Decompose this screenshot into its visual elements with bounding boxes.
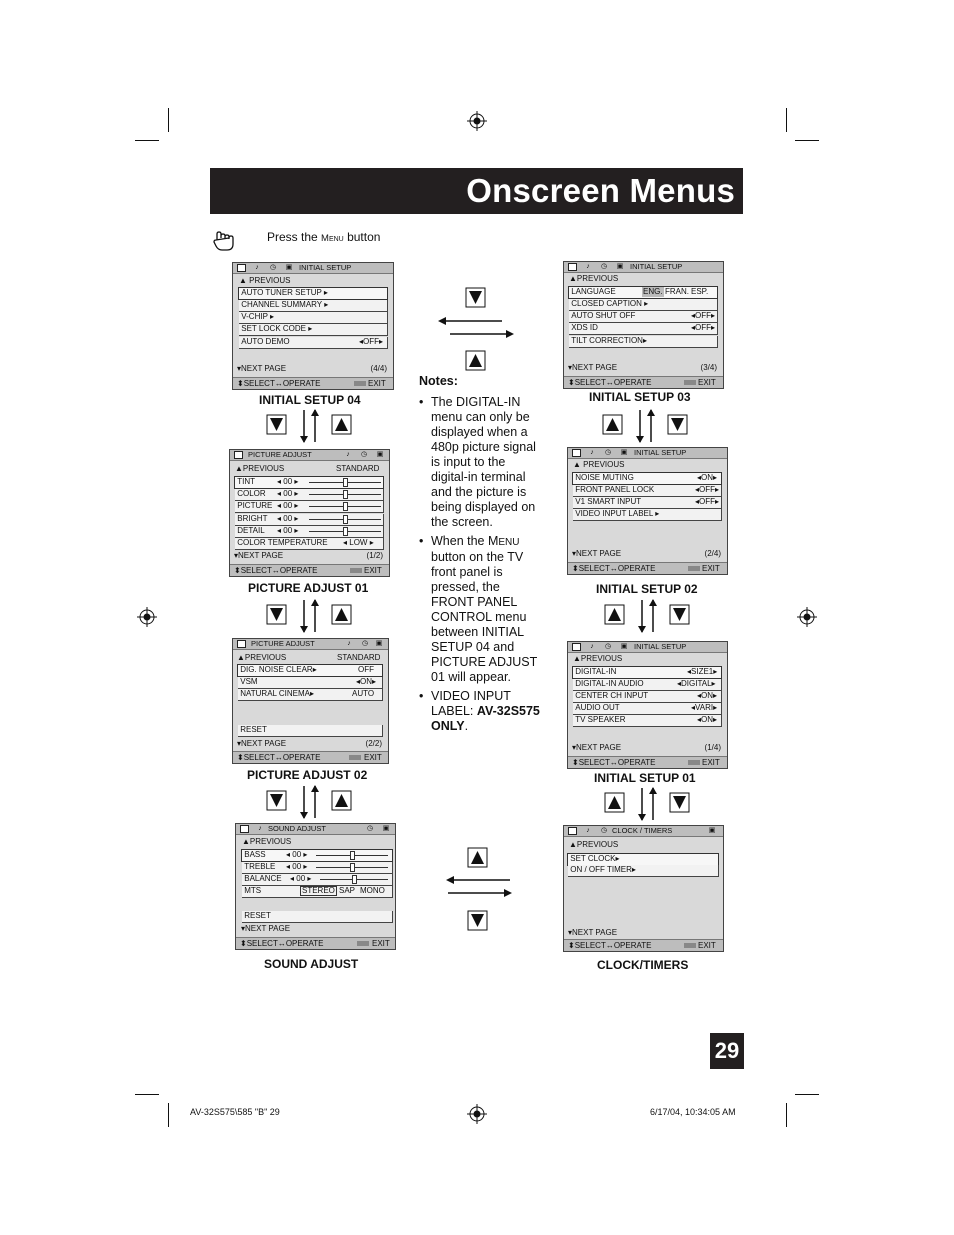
picture-tab-icon [568, 827, 577, 835]
crop-mark [795, 1094, 819, 1095]
note-digital-in: • The DIGITAL-IN menu can only be displayed when a 480p picture signal is input to the digital-in terminal and the picture is being displayed on the screen. [419, 395, 544, 530]
previous-item[interactable]: ▲PREVIOUS [242, 837, 292, 846]
picture-tab-icon [572, 449, 581, 457]
lock-tab-icon: ▣ [620, 449, 628, 456]
horizontal-navigation-arrows-bottom [440, 846, 522, 932]
crop-mark [135, 140, 159, 141]
menu-title: INITIAL SETUP [299, 263, 352, 272]
menu-footer: ⬍SELECT↔OPERATE EXIT [233, 377, 393, 389]
note-tab-icon: ♪ [586, 263, 590, 270]
navigation-arrows [266, 784, 354, 820]
previous-item[interactable]: ▲PREVIOUS [235, 464, 285, 473]
page-indicator: (1/4) [704, 743, 721, 752]
lock-tab-icon: ▣ [382, 825, 390, 832]
menu-item-color[interactable]: COLOR ◂ 00 ▸ [235, 489, 384, 501]
menu-key-icon [684, 943, 696, 948]
picture-tab-icon [237, 264, 246, 272]
menu-item-tint[interactable]: TINT ◂ 00 ▸ [234, 476, 384, 489]
menu-initial-setup-01 [567, 641, 728, 769]
page-indicator: (3/4) [700, 363, 717, 372]
registration-mark-icon [137, 607, 157, 627]
page-indicator: (2/2) [365, 739, 382, 748]
page-title: Onscreen Menus [466, 172, 735, 209]
menu-item-on-off-timer[interactable]: ON / OFF TIMER▸ [568, 865, 719, 877]
crop-mark [168, 108, 169, 132]
menu-item-closed-caption[interactable]: CLOSED CAPTION ▸ [569, 299, 718, 311]
menu-title: INITIAL SETUP [630, 262, 683, 271]
note-tab-icon: ♪ [590, 643, 594, 650]
page-number: 29 [710, 1033, 744, 1069]
menu-footer: ⬍SELECT↔OPERATE EXIT [564, 376, 723, 388]
caption-picture-adjust-02: PICTURE ADJUST 02 [247, 768, 368, 782]
menu-item-xds-id[interactable]: XDS ID ◂OFF▸ [569, 323, 718, 335]
caption-sound-adjust: SOUND ADJUST [264, 957, 359, 971]
caption-clock-timers: CLOCK/TIMERS [597, 958, 689, 972]
clock-tab-icon: ◷ [360, 451, 368, 458]
mts-option-sap[interactable]: SAP [339, 886, 356, 895]
menu-item-detail[interactable]: DETAIL ◂ 00 ▸ [235, 526, 384, 538]
note-video-input-label: • VIDEO INPUT LABEL: AV-32S575 ONLY. [419, 689, 544, 734]
page-indicator: (4/4) [370, 364, 387, 373]
picture-tab-icon [568, 263, 577, 271]
menu-clock-timers [563, 825, 724, 952]
menu-item-bright[interactable]: BRIGHT ◂ 00 ▸ [235, 514, 384, 526]
lock-tab-icon: ▣ [375, 640, 383, 647]
menu-item-vsm[interactable]: VSM ◂ON▸ [238, 677, 383, 689]
picture-mode-value: STANDARD [337, 653, 381, 662]
menu-key-icon [349, 755, 361, 760]
menu-item-audio-out[interactable]: AUDIO OUT ◂VARI▸ [573, 703, 722, 715]
menu-item-mts[interactable]: MTS STEREO SAP MONO [242, 886, 393, 898]
footer-file-info: AV-32S575\585 "B" 29 [190, 1107, 280, 1117]
menu-key-icon [350, 568, 362, 573]
menu-key-icon [688, 760, 700, 765]
menu-header [568, 642, 727, 653]
notes-heading: Notes: [419, 374, 458, 388]
menu-initial-setup-02 [567, 447, 728, 575]
navigation-arrows [266, 408, 354, 444]
press-menu-instruction: Press the Menu button [267, 230, 381, 244]
menu-item-set-clock[interactable]: SET CLOCK▸ [567, 853, 719, 866]
next-page-item[interactable]: ▾NEXT PAGE [241, 924, 291, 933]
menu-footer: ⬍SELECT↔OPERATE EXIT [568, 756, 727, 768]
clock-tab-icon: ◷ [604, 449, 612, 456]
menu-item-front-panel-lock[interactable]: FRONT PANEL LOCK ◂OFF▸ [573, 485, 722, 497]
navigation-arrows [602, 408, 690, 444]
menu-item-natural-cinema[interactable]: NATURAL CINEMA▸ AUTO [238, 689, 383, 701]
menu-item-auto-shut-off[interactable]: AUTO SHUT OFF ◂OFF▸ [569, 311, 718, 323]
menu-item-tilt-correction[interactable]: TILT CORRECTION▸ [569, 336, 718, 348]
next-page-item[interactable]: ▾NEXT PAGE [237, 364, 287, 373]
menu-item-auto-tuner-setup[interactable]: AUTO TUNER SETUP ▸ [238, 287, 388, 300]
next-page-item[interactable]: ▾NEXT PAGE [572, 549, 622, 558]
picture-tab-icon [237, 640, 246, 648]
caption-picture-adjust-01: PICTURE ADJUST 01 [248, 581, 369, 595]
note-tab-icon: ♪ [347, 640, 351, 647]
next-page-item[interactable]: ▾NEXT PAGE [234, 551, 284, 560]
picture-tab-icon [572, 643, 581, 651]
clock-tab-icon: ◷ [366, 825, 374, 832]
navigation-arrows [266, 598, 354, 634]
page-indicator: (2/4) [704, 549, 721, 558]
clock-tab-icon: ◷ [600, 263, 608, 270]
menu-item-treble[interactable]: TREBLE ◂ 00 ▸ [242, 862, 393, 874]
menu-key-icon [688, 566, 700, 571]
lang-option-eng[interactable]: ENG. [643, 287, 663, 296]
crop-mark [135, 1094, 159, 1095]
menu-item-channel-summary[interactable]: CHANNEL SUMMARY ▸ [239, 300, 388, 312]
note-front-panel: • When the MENU button on the TV front panel is pressed, the FRONT PANEL CONTROL menu between INITIAL SETUP 04 and PICTURE ADJUST 01 will appear. [419, 534, 544, 685]
menu-item-language[interactable]: LANGUAGE ENG. FRAN. ESP. [568, 286, 718, 299]
menu-item-dig-noise-clear[interactable]: DIG. NOISE CLEAR▸ OFF [237, 664, 383, 677]
crop-mark [795, 140, 819, 141]
previous-item[interactable]: ▲PREVIOUS [573, 654, 623, 663]
menu-item-center-ch-input[interactable]: CENTER CH INPUT ◂ON▸ [573, 691, 722, 703]
menu-initial-setup-04 [232, 262, 394, 390]
note-tab-icon: ♪ [346, 451, 350, 458]
menu-header [236, 824, 395, 835]
menu-key-icon [684, 380, 696, 385]
footer-timestamp: 6/17/04, 10:34:05 AM [650, 1107, 736, 1117]
registration-mark-icon [467, 111, 487, 131]
caption-initial-setup-02: INITIAL SETUP 02 [596, 582, 698, 596]
next-page-item[interactable]: ▾NEXT PAGE [568, 363, 618, 372]
menu-title: INITIAL SETUP [634, 448, 687, 457]
menu-item-balance[interactable]: BALANCE ◂ 00 ▸ [242, 874, 393, 886]
menu-sound-adjust [235, 823, 396, 950]
menu-header [230, 450, 389, 461]
crop-mark [168, 1103, 169, 1127]
note-tab-icon: ♪ [258, 825, 262, 832]
lang-option-fran[interactable]: FRAN. [665, 287, 689, 296]
title-banner [210, 168, 743, 214]
mts-option-mono[interactable]: MONO [360, 886, 385, 895]
hand-pointer-icon [212, 228, 236, 252]
menu-initial-setup-03 [563, 261, 724, 389]
menu-picture-adjust-01 [229, 449, 390, 577]
page-indicator: (1/2) [366, 551, 383, 560]
menu-header [233, 263, 393, 274]
lock-tab-icon: ▣ [285, 264, 293, 271]
clock-tab-icon: ◷ [269, 264, 277, 271]
next-page-item[interactable]: ▾NEXT PAGE [572, 743, 622, 752]
menu-item-v-chip[interactable]: V-CHIP ▸ [239, 312, 388, 324]
clock-tab-icon: ◷ [600, 827, 608, 834]
crop-mark [786, 1103, 787, 1127]
menu-key-icon [357, 941, 369, 946]
menu-title: PICTURE ADJUST [248, 450, 312, 459]
menu-picture-adjust-02 [232, 638, 389, 764]
menu-item-digital-in-audio[interactable]: DIGITAL-IN AUDIO ◂DIGITAL▸ [573, 679, 722, 691]
menu-header [233, 639, 388, 650]
menu-footer: ⬍SELECT↔OPERATE EXIT [233, 751, 388, 763]
menu-footer: ⬍SELECT↔OPERATE EXIT [230, 564, 389, 576]
menu-item-digital-in[interactable]: DIGITAL-IN ◂SIZE1▸ [572, 666, 722, 679]
lang-option-esp[interactable]: ESP. [691, 287, 709, 296]
previous-item[interactable]: ▲PREVIOUS [569, 840, 619, 849]
menu-header [568, 448, 727, 459]
next-page-item[interactable]: ▾NEXT PAGE [568, 928, 618, 937]
menu-header [564, 826, 723, 837]
lock-tab-icon: ▣ [376, 451, 384, 458]
registration-mark-icon [797, 607, 817, 627]
menu-item-auto-demo[interactable]: AUTO DEMO ◂OFF▸ [239, 337, 388, 349]
menu-item-v1-smart-input[interactable]: V1 SMART INPUT ◂OFF▸ [573, 497, 722, 509]
horizontal-navigation-arrows-top [436, 286, 518, 372]
menu-key-icon [354, 381, 366, 386]
menu-item-tv-speaker[interactable]: TV SPEAKER ◂ON▸ [573, 715, 722, 727]
clock-tab-icon: ◷ [604, 643, 612, 650]
note-tab-icon: ♪ [255, 264, 259, 271]
lock-tab-icon: ▣ [708, 827, 716, 834]
lock-tab-icon: ▣ [620, 643, 628, 650]
registration-mark-icon [467, 1104, 487, 1124]
menu-footer: ⬍SELECT↔OPERATE EXIT [564, 939, 723, 951]
reset-item[interactable]: RESET [242, 911, 393, 923]
notes-section [419, 374, 544, 738]
menu-item-picture[interactable]: PICTURE ◂ 00 ▸ [235, 501, 384, 513]
picture-mode-value: STANDARD [336, 464, 380, 473]
caption-initial-setup-04: INITIAL SETUP 04 [259, 393, 361, 407]
note-tab-icon: ♪ [586, 827, 590, 834]
crop-mark [786, 108, 787, 132]
previous-item[interactable]: ▲ PREVIOUS [573, 460, 625, 469]
menu-title: PICTURE ADJUST [251, 639, 315, 648]
menu-footer: ⬍SELECT↔OPERATE EXIT [568, 562, 727, 574]
previous-item[interactable]: ▲PREVIOUS [569, 274, 619, 283]
menu-item-color-temperature[interactable]: COLOR TEMPERATURE ◂ LOW ▸ [235, 538, 384, 550]
reset-item[interactable]: RESET [238, 725, 383, 737]
menu-header [564, 262, 723, 273]
menu-item-noise-muting[interactable]: NOISE MUTING ◂ON▸ [572, 472, 722, 485]
mts-option-stereo[interactable]: STEREO [302, 886, 335, 895]
previous-item[interactable]: ▲ PREVIOUS [239, 276, 291, 285]
menu-title: CLOCK / TIMERS [612, 826, 673, 835]
caption-initial-setup-01: INITIAL SETUP 01 [594, 771, 696, 785]
previous-item[interactable]: ▲PREVIOUS [237, 653, 287, 662]
picture-tab-icon [234, 451, 243, 459]
menu-title: SOUND ADJUST [268, 824, 326, 833]
next-page-item[interactable]: ▾NEXT PAGE [237, 739, 287, 748]
lock-tab-icon: ▣ [616, 263, 624, 270]
menu-item-set-lock-code[interactable]: SET LOCK CODE ▸ [239, 324, 388, 336]
menu-title: INITIAL SETUP [634, 642, 687, 651]
caption-initial-setup-03: INITIAL SETUP 03 [589, 390, 691, 404]
clock-tab-icon: ◷ [361, 640, 369, 647]
navigation-arrows [604, 786, 692, 822]
note-tab-icon: ♪ [590, 449, 594, 456]
picture-tab-icon [240, 825, 249, 833]
menu-footer: ⬍SELECT↔OPERATE EXIT [236, 937, 395, 949]
menu-item-bass[interactable]: BASS ◂ 00 ▸ [241, 849, 393, 862]
menu-item-video-input-label[interactable]: VIDEO INPUT LABEL ▸ [573, 509, 722, 521]
navigation-arrows [604, 598, 692, 634]
